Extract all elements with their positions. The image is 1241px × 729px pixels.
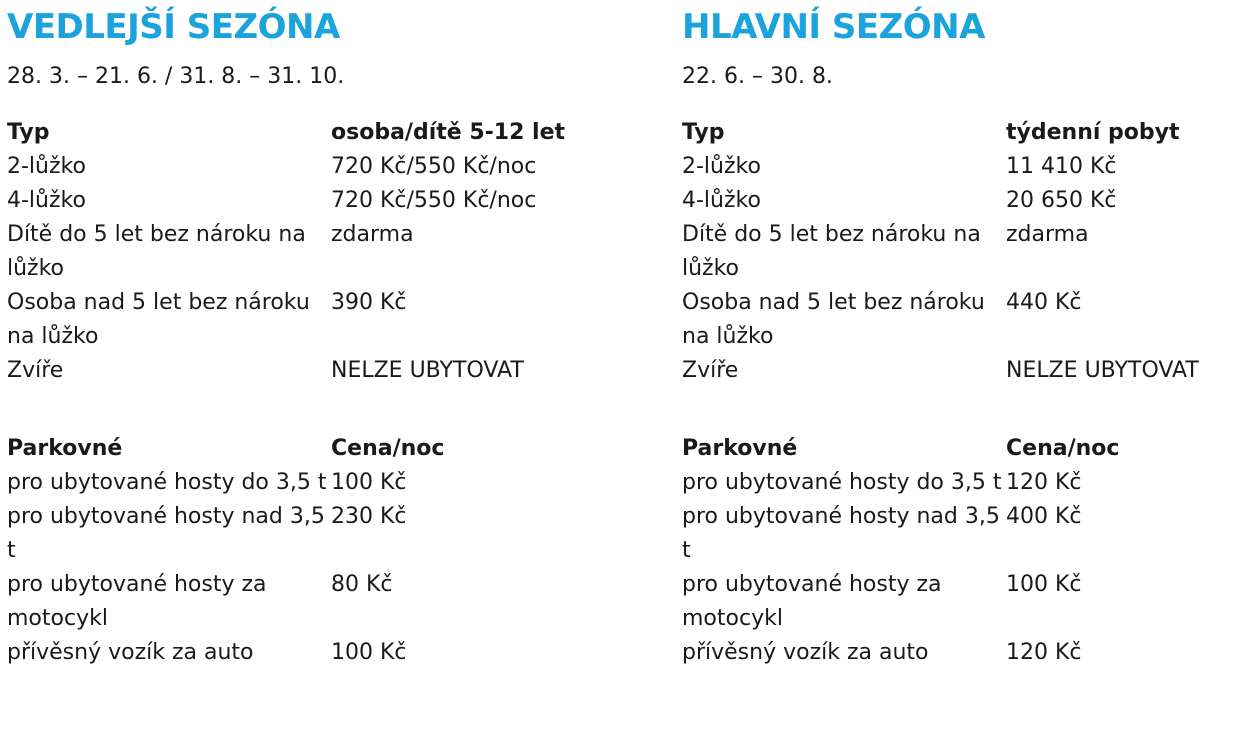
row-price: 230 Kč xyxy=(331,504,407,529)
table-row xyxy=(7,184,565,218)
row-label: pro ubytované hosty nad 3,5 t xyxy=(682,504,1000,563)
row-label: pro ubytované hosty nad 3,5 t xyxy=(7,504,325,563)
row-label: pro ubytované hosty do 3,5 t xyxy=(7,470,327,495)
table-row xyxy=(682,636,1119,670)
row-price: zdarma xyxy=(1006,222,1089,247)
table-row xyxy=(7,500,444,568)
row-label: 2-lůžko xyxy=(682,154,761,179)
column-header-parking: Parkovné xyxy=(7,436,123,461)
table-row xyxy=(682,500,1119,568)
main-season-dates: 22. 6. – 30. 8. xyxy=(682,64,833,89)
row-price: 20 650 Kč xyxy=(1006,188,1117,213)
row-label: 4-lůžko xyxy=(7,188,86,213)
row-label: pro ubytované hosty do 3,5 t xyxy=(682,470,1002,495)
row-label: pro ubytované hosty za motocykl xyxy=(7,572,267,631)
table-header-row xyxy=(7,432,444,466)
row-price: 390 Kč xyxy=(331,290,407,315)
table-row xyxy=(682,286,1199,354)
column-header-price: týdenní pobyt xyxy=(1006,120,1180,145)
table-row xyxy=(682,184,1199,218)
row-price: 100 Kč xyxy=(331,470,407,495)
table-row xyxy=(682,466,1119,500)
main-season-accommodation-table xyxy=(682,116,1199,388)
column-header-type: Typ xyxy=(682,120,725,145)
row-price: 720 Kč/550 Kč/noc xyxy=(331,188,537,213)
row-label: 4-lůžko xyxy=(682,188,761,213)
row-price: 720 Kč/550 Kč/noc xyxy=(331,154,537,179)
row-price: 440 Kč xyxy=(1006,290,1082,315)
row-price: 100 Kč xyxy=(1006,572,1082,597)
row-price: 11 410 Kč xyxy=(1006,154,1117,179)
main-season-parking-table xyxy=(682,432,1119,670)
row-price: 100 Kč xyxy=(331,640,407,665)
column-header-parking: Parkovné xyxy=(682,436,798,461)
column-header-price-per-night: Cena/noc xyxy=(331,436,445,461)
main-season-title: HLAVNÍ SEZÓNA xyxy=(682,7,985,47)
column-header-type: Typ xyxy=(7,120,50,145)
table-row xyxy=(7,354,565,388)
table-header-row xyxy=(682,432,1119,466)
off-season-section xyxy=(7,0,567,670)
table-row xyxy=(7,568,444,636)
table-header-row xyxy=(7,116,565,150)
table-row xyxy=(682,150,1199,184)
row-label: Zvíře xyxy=(7,358,64,383)
row-label: přívěsný vozík za auto xyxy=(7,640,254,665)
table-header-row xyxy=(682,116,1199,150)
main-season-section xyxy=(682,0,1241,670)
table-row xyxy=(7,286,565,354)
off-season-dates: 28. 3. – 21. 6. / 31. 8. – 31. 10. xyxy=(7,64,345,89)
off-season-accommodation-table xyxy=(7,116,565,388)
off-season-parking-table xyxy=(7,432,444,670)
row-label: Osoba nad 5 let bez nároku na lůžko xyxy=(682,290,985,349)
table-row xyxy=(7,150,565,184)
row-price: zdarma xyxy=(331,222,414,247)
row-label: Zvíře xyxy=(682,358,739,383)
off-season-title: VEDLEJŠÍ SEZÓNA xyxy=(7,7,340,47)
row-label: Osoba nad 5 let bez nároku na lůžko xyxy=(7,290,310,349)
row-label: 2-lůžko xyxy=(7,154,86,179)
row-price: 400 Kč xyxy=(1006,504,1082,529)
table-row xyxy=(7,466,444,500)
row-price: 120 Kč xyxy=(1006,640,1082,665)
row-label: pro ubytované hosty za motocykl xyxy=(682,572,942,631)
table-row xyxy=(682,568,1119,636)
column-header-price: osoba/dítě 5-12 let xyxy=(331,120,566,145)
table-row xyxy=(7,218,565,286)
table-row xyxy=(7,636,444,670)
table-row xyxy=(682,218,1199,286)
row-price: 120 Kč xyxy=(1006,470,1082,495)
row-price: NELZE UBYTOVAT xyxy=(331,358,524,383)
row-price: 80 Kč xyxy=(331,572,393,597)
row-label: Dítě do 5 let bez nároku na lůžko xyxy=(682,222,981,281)
row-label: přívěsný vozík za auto xyxy=(682,640,929,665)
table-row xyxy=(682,354,1199,388)
column-header-price-per-night: Cena/noc xyxy=(1006,436,1120,461)
row-price: NELZE UBYTOVAT xyxy=(1006,358,1199,383)
row-label: Dítě do 5 let bez nároku na lůžko xyxy=(7,222,306,281)
